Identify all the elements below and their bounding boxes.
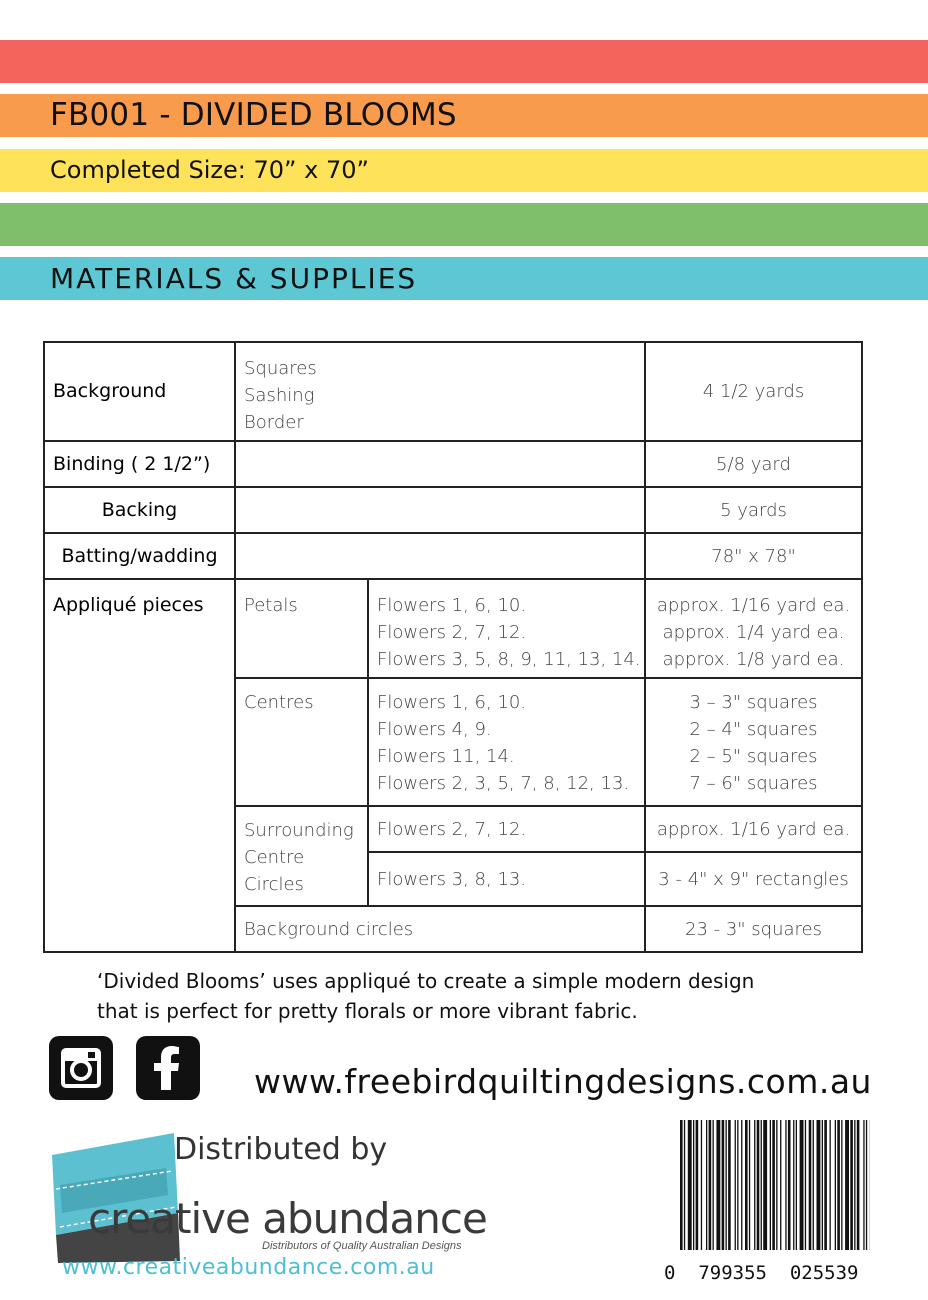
list-item: approx. 1/4 yard ea. <box>662 622 845 643</box>
barcode-bar <box>757 1120 760 1250</box>
list-item: 2 – 4" squares <box>689 719 818 740</box>
row-label-applique: Appliqué pieces <box>44 579 235 952</box>
barcode-bar <box>772 1120 775 1250</box>
list-item: Flowers 2, 3, 5, 7, 8, 12, 13. <box>377 773 630 794</box>
barcode-bar <box>709 1120 712 1250</box>
backing-amount: 5 yards <box>645 487 862 533</box>
empty-cell <box>235 533 645 579</box>
centres-flowers <box>368 678 645 806</box>
barcode-bar <box>684 1120 685 1250</box>
list-item: approx. 1/16 yard ea. <box>656 595 851 616</box>
distributor-name: creative abundance <box>88 1194 487 1243</box>
barcode-bar <box>800 1120 804 1250</box>
barcode-bar <box>716 1120 720 1250</box>
table-row <box>44 579 862 678</box>
barcode-bar <box>793 1120 794 1250</box>
barcode-bar <box>735 1120 736 1250</box>
binding-amount: 5/8 yard <box>645 441 862 487</box>
description-line: that is perfect for pretty florals or more vibrant fabric. <box>97 999 638 1023</box>
background-amount: 4 1/2 yards <box>645 342 862 441</box>
barcode-bar <box>749 1120 750 1250</box>
barcode-bar <box>866 1120 867 1250</box>
barcode-bar <box>737 1120 738 1250</box>
barcode-bar <box>763 1120 767 1250</box>
barcode-bar <box>817 1120 821 1250</box>
centres-amounts <box>645 678 862 806</box>
surrounding-amount-1: approx. 1/16 yard ea. <box>645 806 862 852</box>
barcode-bar <box>835 1120 836 1250</box>
barcode-bar <box>701 1120 702 1250</box>
barcode-bar <box>837 1120 840 1250</box>
barcode-bar <box>805 1120 806 1250</box>
list-item: Circles <box>244 874 304 895</box>
barcode-bar <box>688 1120 692 1250</box>
barcode-bar <box>780 1120 781 1250</box>
row-label-background: Background <box>44 342 235 441</box>
instagram-icon[interactable] <box>49 1036 113 1100</box>
surrounding-flowers-2: Flowers 3, 8, 13. <box>368 852 645 906</box>
list-item: 3 – 3" squares <box>689 692 818 713</box>
barcode-bar <box>813 1120 814 1250</box>
distributor-website-link[interactable]: www.creativeabundance.com.au <box>62 1255 435 1280</box>
list-item: Flowers 1, 6, 10. <box>377 692 527 713</box>
row-label-batting: Batting/wadding <box>44 533 235 579</box>
list-item: 2 – 5" squares <box>689 746 818 767</box>
batting-amount: 78" x 78" <box>645 533 862 579</box>
empty-cell <box>235 441 645 487</box>
centres-label: Centres <box>235 678 368 806</box>
barcode-bar <box>857 1120 860 1250</box>
barcode-bar <box>845 1120 849 1250</box>
red-stripe <box>0 40 928 83</box>
list-item: 7 – 6" squares <box>689 773 818 794</box>
materials-table <box>43 341 863 953</box>
barcode-bar <box>770 1120 771 1250</box>
list-item: Flowers 4, 9. <box>377 719 492 740</box>
table-row <box>44 533 862 579</box>
surrounding-label <box>235 806 368 906</box>
list-item: Flowers 11, 14. <box>377 746 515 767</box>
barcode-bar <box>822 1120 823 1250</box>
list-item: Squares <box>244 358 317 379</box>
barcode-bar <box>850 1120 853 1250</box>
barcode-bar <box>809 1120 812 1250</box>
barcode-bar <box>841 1120 842 1250</box>
barcode-bar <box>854 1120 855 1250</box>
petals-flowers <box>368 579 645 678</box>
barcode-bar <box>788 1120 791 1250</box>
background-circles-amount: 23 - 3" squares <box>645 906 862 952</box>
row-label-backing: Backing <box>44 487 235 533</box>
list-item: Sashing <box>244 385 315 406</box>
table-row <box>44 487 862 533</box>
barcode-bar <box>754 1120 755 1250</box>
barcode-bar <box>745 1120 748 1250</box>
barcode-bar <box>696 1120 699 1250</box>
list-item: Border <box>244 412 304 433</box>
list-item: Surrounding <box>244 820 354 841</box>
description-line: ‘Divided Blooms’ uses appliqué to create a simple modern design <box>97 969 755 993</box>
petals-label: Petals <box>235 579 368 678</box>
list-item: Flowers 1, 6, 10. <box>377 595 527 616</box>
website-link[interactable]: www.freebirdquiltingdesigns.com.au <box>254 1062 872 1101</box>
distributed-by-label: Distributed by <box>174 1132 388 1167</box>
table-row <box>44 342 862 441</box>
green-stripe <box>0 203 928 246</box>
background-circles-label: Background circles <box>235 906 645 952</box>
barcode <box>680 1120 870 1250</box>
barcode-bar <box>713 1120 714 1250</box>
petals-amounts <box>645 579 862 678</box>
list-item: Centre <box>244 847 305 868</box>
barcode-bar <box>830 1120 831 1250</box>
barcode-bar <box>680 1120 683 1250</box>
barcode-bar <box>776 1120 777 1250</box>
surrounding-flowers-1: Flowers 2, 7, 12. <box>368 806 645 852</box>
empty-cell <box>235 487 645 533</box>
barcode-bar <box>824 1120 827 1250</box>
barcode-bar <box>722 1120 725 1250</box>
facebook-icon[interactable] <box>136 1036 200 1100</box>
barcode-bar <box>785 1120 786 1250</box>
surrounding-amount-2: 3 - 4" x 9" rectangles <box>645 852 862 906</box>
list-item: Flowers 3, 5, 8, 9, 11, 13, 14. <box>377 649 641 670</box>
barcode-bar <box>761 1120 762 1250</box>
barcode-bar <box>741 1120 742 1250</box>
list-item: approx. 1/8 yard ea. <box>662 649 845 670</box>
section-title: MATERIALS & SUPPLIES <box>50 262 418 295</box>
list-item: Flowers 2, 7, 12. <box>377 622 527 643</box>
barcode-bar <box>796 1120 797 1250</box>
barcode-bar <box>726 1120 727 1250</box>
completed-size: Completed Size: 70” x 70” <box>50 156 369 184</box>
table-row <box>44 441 862 487</box>
barcode-bar <box>863 1120 864 1250</box>
pattern-description <box>97 966 877 1026</box>
barcode-bar <box>706 1120 707 1250</box>
background-items <box>235 342 645 441</box>
barcode-bar <box>693 1120 694 1250</box>
barcode-number: 0 799355 025539 <box>664 1262 859 1284</box>
barcode-bar <box>728 1120 731 1250</box>
pattern-title: FB001 - DIVIDED BLOOMS <box>50 97 457 133</box>
row-label-binding: Binding ( 2 1/2”) <box>44 441 235 487</box>
distributor-tagline: Distributors of Quality Australian Designs <box>262 1240 462 1252</box>
